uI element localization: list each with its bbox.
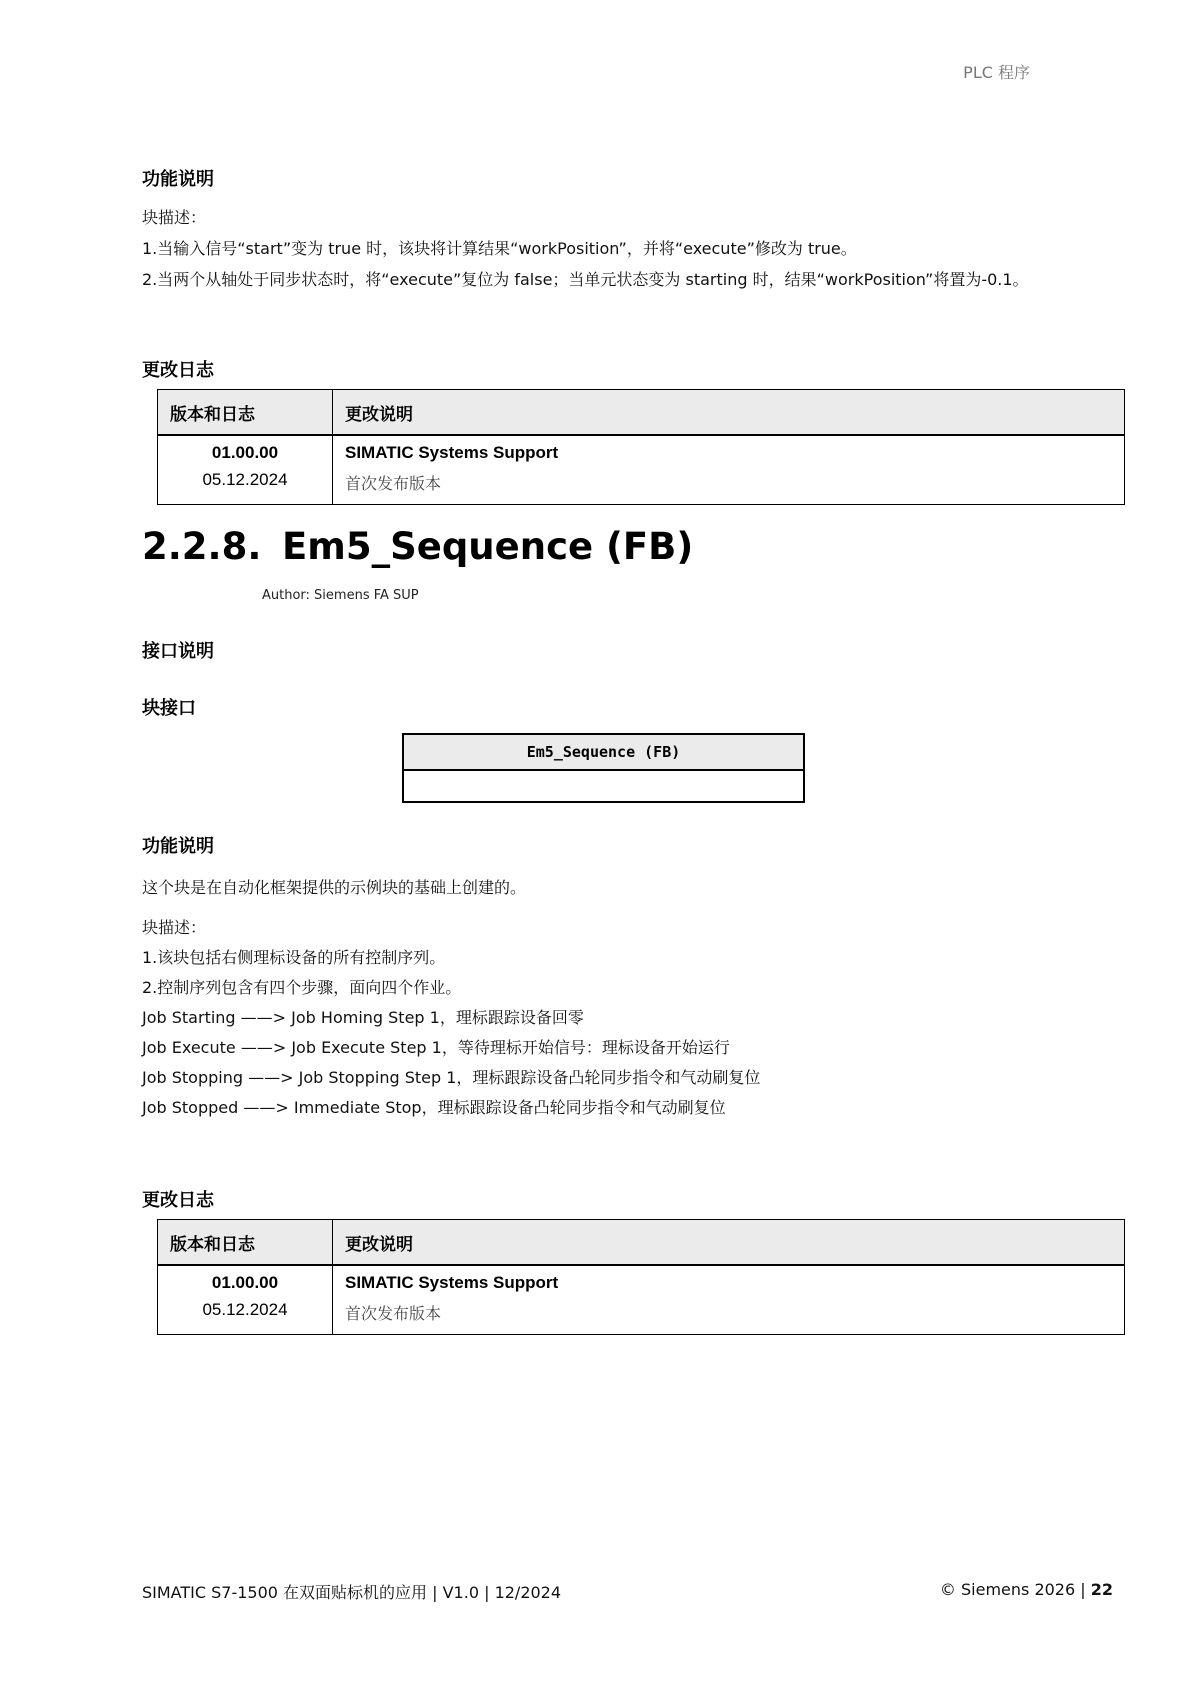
copyright-text: © Siemens 2026 |: [939, 1580, 1091, 1599]
intro-text: 这个块是在自动化框架提供的示例块的基础上创建的。: [142, 878, 527, 897]
section-number: 2.2.8.: [142, 525, 262, 568]
description-line: Job Stopped ——> Immediate Stop，理标跟踪设备凸轮同步指令和气动刷复位: [142, 1098, 726, 1117]
page-number: 22: [1090, 1580, 1113, 1599]
description-line: Job Starting ——> Job Homing Step 1，理标跟踪设备回零: [142, 1008, 584, 1027]
change-author: SIMATIC Systems Support: [345, 443, 559, 462]
version-date: 05.12.2024: [202, 1300, 288, 1319]
table-header-row: [158, 390, 1124, 436]
block-description-label: 块描述：: [142, 208, 207, 227]
table-row: [158, 1266, 1124, 1334]
changelog-heading: 更改日志: [142, 360, 214, 381]
changelog-heading: 更改日志: [142, 1190, 214, 1211]
section-title: [142, 525, 693, 568]
version-date: 05.12.2024: [202, 470, 288, 489]
version-number: 01.00.00: [211, 443, 279, 462]
description-line: Job Stopping ——> Job Stopping Step 1，理标跟踪设备凸轮同步指令和气动刷复位: [142, 1068, 761, 1087]
footer-document-info: SIMATIC S7-1500 在双面贴标机的应用 | V1.0 | 12/2024: [142, 1583, 562, 1602]
function-description-heading: 功能说明: [142, 836, 214, 857]
interface-heading: 接口说明: [142, 641, 214, 662]
section-name: Em5_Sequence (FB): [282, 525, 694, 568]
description-line: Job Execute ——> Job Execute Step 1，等待理标开始信号：理标设备开始运行: [142, 1038, 730, 1057]
block-interface-title: Em5_Sequence (FB): [404, 735, 803, 771]
column-header-version: 版本和日志: [158, 390, 333, 434]
changelog-table: [157, 389, 1125, 505]
change-author: SIMATIC Systems Support: [345, 1273, 559, 1292]
column-header-changes: 更改说明: [345, 404, 413, 425]
footer-copyright: [940, 1580, 1113, 1599]
description-line: 2.当两个从轴处于同步状态时，将“execute”复位为 false；当单元状态变为 starting 时，结果“workPosition”将置为-0.1。: [142, 270, 1029, 289]
table-header-row: [158, 1220, 1124, 1266]
block-description-label: 块描述：: [142, 918, 207, 937]
column-header-version: 版本和日志: [158, 1220, 333, 1264]
function-description-heading: 功能说明: [142, 169, 214, 190]
block-interface-box: [402, 733, 805, 803]
header-section-label: PLC 程序: [963, 63, 1030, 82]
block-interface-heading: 块接口: [142, 698, 196, 719]
change-note: 首次发布版本: [345, 474, 442, 493]
version-number: 01.00.00: [211, 1273, 279, 1292]
description-line: 2.控制序列包含有四个步骤，面向四个作业。: [142, 978, 462, 997]
description-line: 1.当输入信号“start”变为 true 时，该块将计算结果“workPosition”，并将“execute”修改为 true。: [142, 239, 857, 258]
table-row: [158, 436, 1124, 504]
description-line: 1.该块包括右侧理标设备的所有控制序列。: [142, 948, 446, 967]
change-note: 首次发布版本: [345, 1304, 442, 1323]
column-header-changes: 更改说明: [345, 1234, 413, 1255]
changelog-table: [157, 1219, 1125, 1335]
author-line: Author: Siemens FA SUP: [262, 588, 419, 603]
